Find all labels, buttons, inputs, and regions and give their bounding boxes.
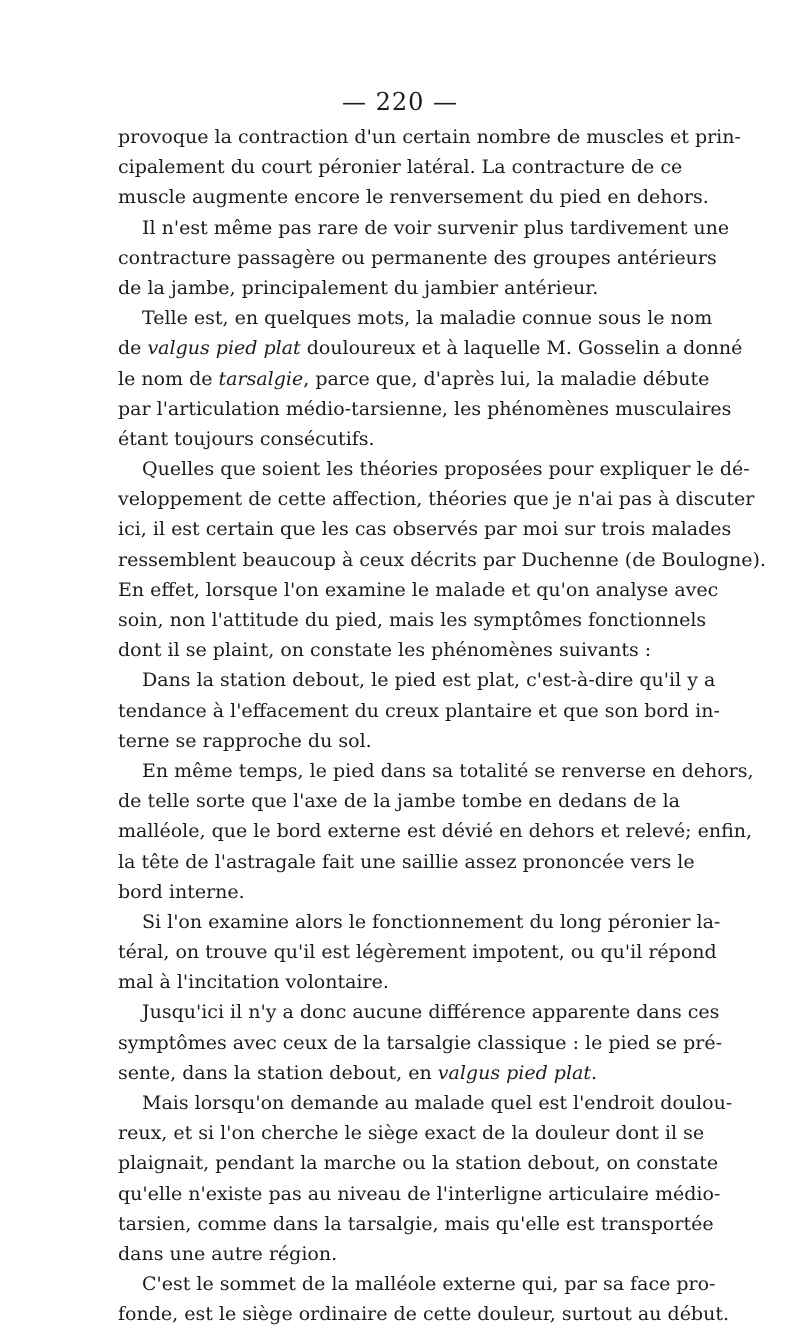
text-line [118, 182, 709, 212]
text-run: En même temps, le pied dans sa totalité se renverse en dehors, [142, 759, 754, 782]
text-run: symptômes avec ceux de la tarsalgie classique : le pied se pré- [118, 1031, 723, 1054]
text-line [118, 967, 680, 997]
text-run: Si l'on examine alors le fonctionnement du long péronier la- [142, 910, 721, 933]
text-line [118, 213, 730, 243]
text-run: de telle sorte que l'axe de la jambe tombe en dedans de la [118, 790, 680, 813]
text-line [118, 1118, 705, 1148]
text-line [118, 545, 766, 575]
text-run: téral, on trouve qu'il est légèrement impotent, ou qu'il répond [118, 941, 717, 964]
text-run: mal à l'incitation volontaire. [118, 971, 389, 994]
text-run: tarsien, comme dans la tarsalgie, mais qu'elle est transportée [118, 1212, 714, 1235]
italic-term: valgus pied plat [437, 1061, 591, 1084]
page-number: — 220 — [341, 88, 459, 116]
text-run: Dans la station debout, le pied est plat, c'est-à-dire qu'il y a [142, 669, 716, 692]
text-line [118, 122, 741, 152]
text-run: Telle est, en quelques mots, la maladie connue sous le nom [142, 307, 713, 330]
text-line [118, 484, 755, 514]
text-run: malléole, que le bord externe est dévié en dehors et relevé; enfin, [118, 820, 753, 843]
text-line [118, 273, 680, 303]
text-line [118, 726, 680, 756]
text-line [118, 937, 717, 967]
text-line [118, 877, 680, 907]
text-run: veloppement de cette affection, théories que je n'ai pas à discuter [118, 488, 755, 511]
text-line [118, 605, 707, 635]
text-run: , parce que, d'après lui, la maladie débute [303, 367, 710, 390]
text-run: En effet, lorsque l'on examine le malade et qu'on analyse avec [118, 578, 719, 601]
text-line [118, 847, 695, 877]
text-line [118, 514, 732, 544]
text-line [118, 575, 719, 605]
text-line [118, 394, 732, 424]
text-run: cipalement du court péronier latéral. La contracture de ce [118, 156, 683, 179]
text-line [118, 303, 713, 333]
text-line [118, 1088, 733, 1118]
text-run: par l'articulation médio-tarsienne, les phénomènes musculaires [118, 397, 732, 420]
text-run: la tête de l'astragale fait une saillie assez prononcée vers le [118, 850, 695, 873]
text-run: ici, il est certain que les cas observés par moi sur trois malades [118, 518, 732, 541]
body-text [118, 122, 766, 1330]
text-line [118, 152, 683, 182]
text-line [118, 907, 721, 937]
text-run: étant toujours consécutifs. [118, 427, 375, 450]
text-run: le nom de [118, 367, 219, 390]
text-line [118, 635, 680, 665]
text-run: douloureux et à laquelle M. Gosselin a donné [300, 337, 743, 360]
text-run: qu'elle n'existe pas au niveau de l'interligne articulaire médio- [118, 1182, 721, 1205]
text-line [118, 1239, 680, 1269]
text-run: de la jambe, principalement du jambier antérieur. [118, 276, 599, 299]
text-line [118, 997, 720, 1027]
text-run: dont il se plaint, on constate les phénomènes suivants : [118, 639, 652, 662]
text-run: sente, dans la station debout, en [118, 1061, 438, 1084]
text-run: Quelles que soient les théories proposées pour expliquer le dé- [142, 458, 750, 481]
text-line [118, 1148, 719, 1178]
italic-term: tarsalgie [218, 367, 304, 390]
text-run: tendance à l'effacement du creux plantaire et que son bord in- [118, 699, 720, 722]
text-run: de [118, 337, 148, 360]
text-run: Jusqu'ici il n'y a donc aucune différence apparente dans ces [142, 1001, 720, 1024]
italic-term: valgus pied plat [147, 337, 301, 360]
text-line [118, 333, 743, 363]
text-line [118, 816, 753, 846]
text-run: plaignait, pendant la marche ou la station debout, on constate [118, 1152, 719, 1175]
text-line [118, 424, 680, 454]
text-run: bord interne. [118, 880, 245, 903]
text-run: C'est le sommet de la malléole externe qui, par sa face pro- [142, 1273, 716, 1296]
text-run: reux, et si l'on cherche le siège exact de la douleur dont il se [118, 1122, 705, 1145]
text-line [118, 454, 750, 484]
text-line [118, 243, 717, 273]
text-line [118, 364, 710, 394]
text-run: muscle augmente encore le renversement du pied en dehors. [118, 186, 709, 209]
text-run: dans une autre région. [118, 1242, 338, 1265]
text-run: soin, non l'attitude du pied, mais les symptômes fonctionnels [118, 609, 707, 631]
text-run: terne se rapproche du sol. [118, 729, 372, 752]
text-line [118, 1299, 730, 1329]
text-line [118, 1058, 680, 1088]
text-run: ressemblent beaucoup à ceux décrits par Duchenne (de Boulogne). [118, 548, 766, 571]
text-line [118, 1028, 723, 1058]
text-run: fonde, est le siège ordinaire de cette douleur, surtout au début. [118, 1303, 730, 1326]
text-line [118, 786, 680, 816]
text-run: . [591, 1061, 598, 1084]
text-line [118, 756, 754, 786]
text-line [118, 665, 716, 695]
text-line [118, 1179, 721, 1209]
text-run: provoque la contraction d'un certain nombre de muscles et prin- [118, 126, 741, 148]
text-line [118, 696, 720, 726]
text-run: Mais lorsqu'on demande au malade quel est l'endroit doulou- [142, 1092, 733, 1114]
text-run: contracture passagère ou permanente des groupes antérieurs [118, 246, 717, 269]
text-run: Il n'est même pas rare de voir survenir plus tardivement une [142, 216, 730, 239]
text-line [118, 1269, 716, 1299]
text-line [118, 1209, 714, 1239]
